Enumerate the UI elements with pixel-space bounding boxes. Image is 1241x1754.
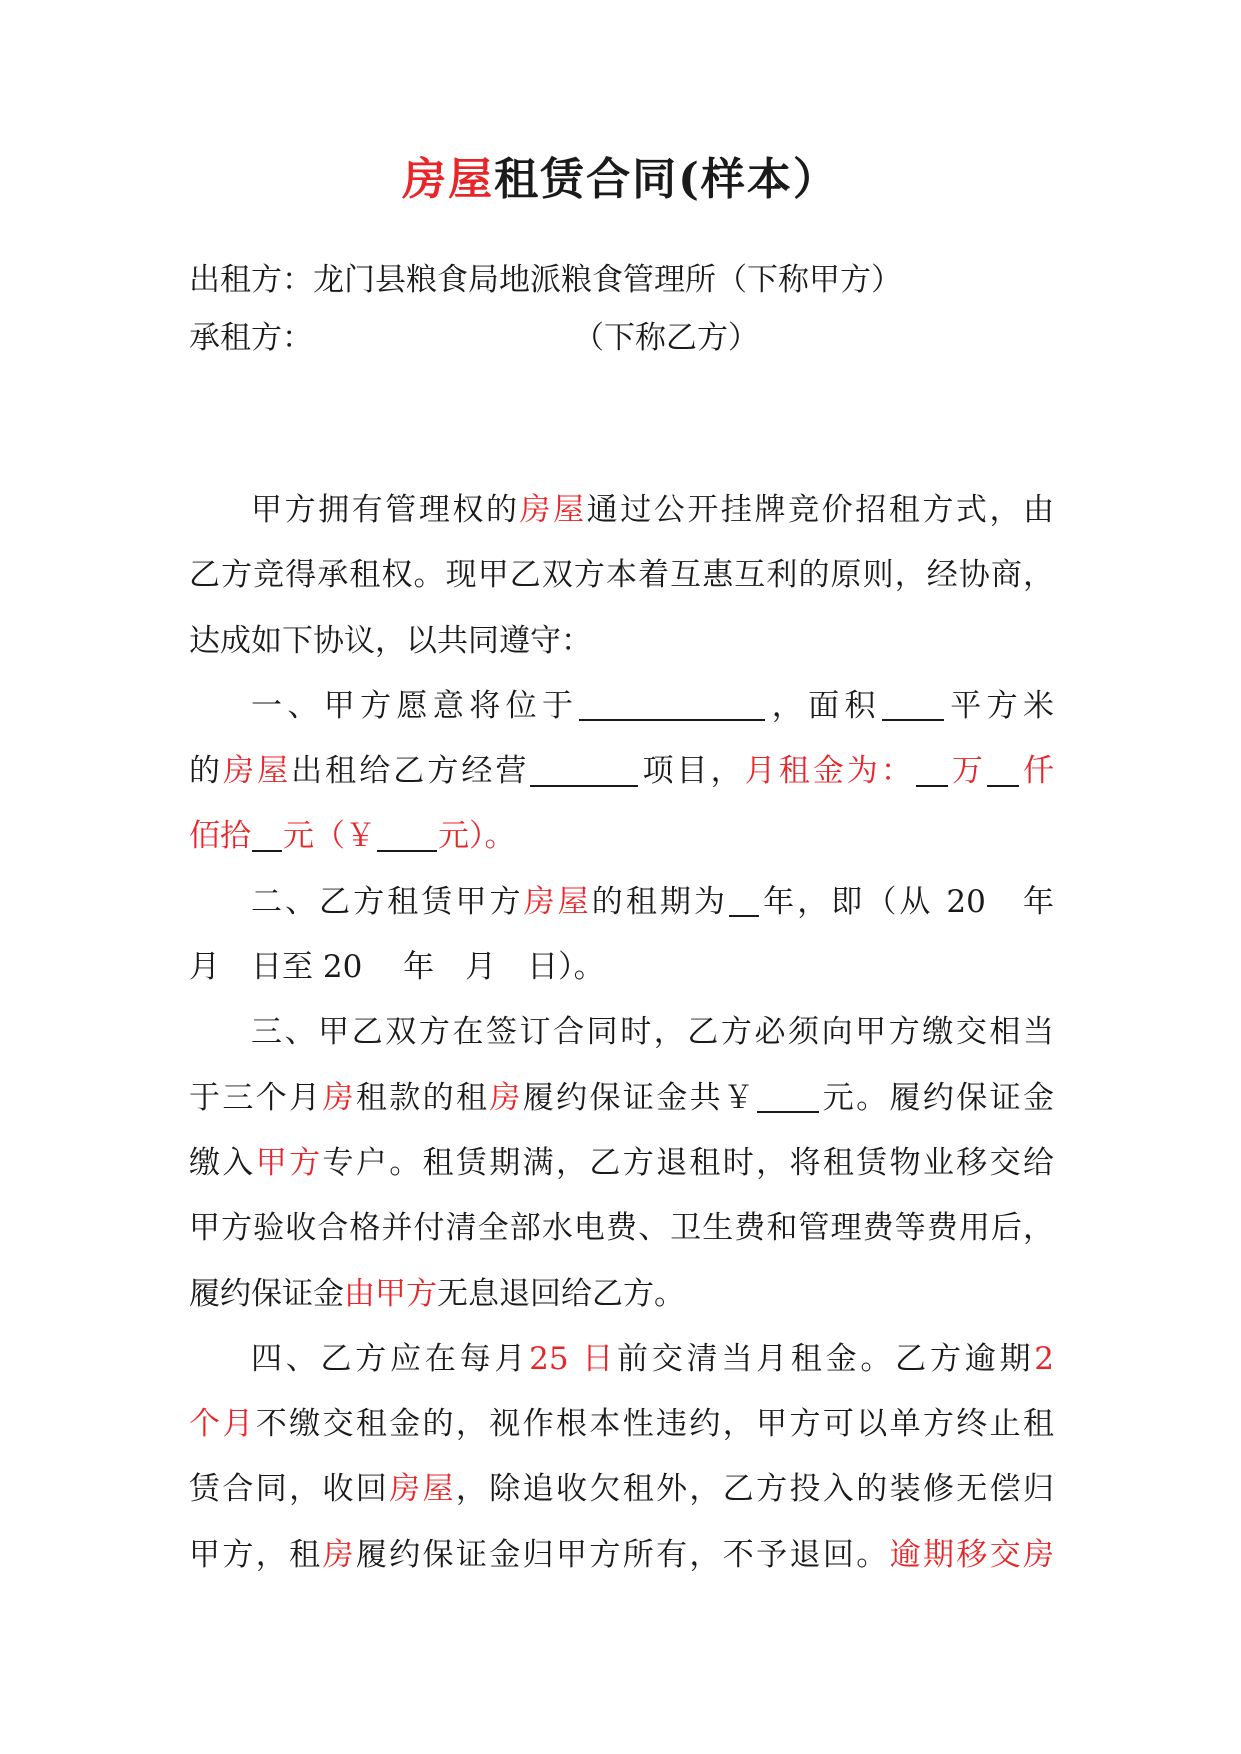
clause4-house-2: 房	[322, 1536, 356, 1573]
clause3-line-4: 甲方验收合格并付清全部水电费、卫生费和管理费等费用后，	[189, 1210, 1054, 1247]
clause1-text-a: 一、甲方愿意将位于	[251, 687, 579, 724]
clause4-text-i: ，除追收欠租外，乙方投入的装修无偿归	[455, 1471, 1055, 1508]
clause3-line-5	[189, 1262, 1054, 1327]
clause3-text-l: 履约保证金	[189, 1275, 344, 1312]
term-years-blank	[729, 883, 759, 918]
due-day: 25 日	[529, 1340, 618, 1377]
clause3-text-f: 履约保证金共￥	[522, 1079, 757, 1116]
clause2-line-1	[189, 870, 1054, 935]
rent-yuan-blank	[252, 818, 282, 853]
lessor-label: 出租方：	[189, 262, 313, 298]
rent-qian-blank	[987, 752, 1019, 787]
overdue-months: 2	[1034, 1340, 1054, 1377]
clause4-line-3	[189, 1457, 1054, 1522]
clause1-text-c: 平方米	[944, 687, 1054, 724]
clause3-text-b: 于三个月	[189, 1079, 323, 1116]
clause4-text-l: 履约保证金归甲方所有，不予退回。	[355, 1536, 890, 1573]
lessee-suffix: （下称乙方）	[573, 320, 759, 356]
clause-3	[189, 1000, 1054, 1326]
clause2-text-a: 二、乙方租赁甲方	[251, 883, 524, 920]
clause2-text-d: 年，即（从 20 年	[760, 883, 1055, 920]
business-blank	[530, 752, 638, 787]
clause3-line-2	[189, 1066, 1054, 1131]
clause4-house-3: 房	[1023, 1536, 1055, 1573]
lessor-line	[189, 256, 902, 304]
clause3-text-d: 租款的租	[355, 1079, 490, 1116]
clause3-party-a: 甲方	[255, 1144, 323, 1181]
monthly-rent-label: 月租金为：	[744, 753, 915, 790]
clause1-text-b: ，面积	[766, 687, 881, 724]
clause1-text-f: 出租给乙方经营	[291, 753, 530, 790]
clause3-text-h: 缴入	[189, 1144, 256, 1181]
rent-baishi-unit: 佰拾	[189, 818, 251, 855]
contract-title	[0, 150, 1241, 210]
clause1-house: 房屋	[223, 753, 292, 790]
clause-1	[189, 674, 1054, 870]
area-blank	[882, 687, 944, 722]
clause2-house: 房屋	[523, 883, 592, 920]
clause4-line-4	[189, 1523, 1054, 1588]
clause4-text-c: 前交清当月租金。乙方逾期	[617, 1340, 1035, 1377]
clause1-line-2	[189, 739, 1054, 804]
clause3-line-3	[189, 1131, 1054, 1196]
rent-yuan-unit: 元（￥	[283, 818, 376, 855]
lessee-line	[189, 314, 759, 362]
rent-wan-blank	[916, 752, 948, 787]
clause1-line-1	[189, 674, 1054, 739]
intro-text-a: 甲方拥有管理权的	[251, 492, 520, 528]
clause3-line-1: 三、甲乙双方在签订合同时，乙方必须向甲方缴交相当	[251, 1014, 1054, 1051]
clause2-text-c: 的租期为	[591, 883, 729, 920]
clause1-line-3	[189, 804, 1054, 869]
rent-wan-unit: 万	[948, 753, 986, 790]
clause4-line-1	[189, 1327, 1054, 1392]
clause3-text-g: 元。履约保证金	[820, 1079, 1054, 1116]
rent-amount-blank	[377, 818, 437, 853]
clause3-by-party-a: 由甲方	[344, 1275, 437, 1312]
rent-close: 元）。	[438, 818, 516, 855]
intro-line-1	[189, 478, 1054, 543]
location-blank	[579, 687, 765, 722]
intro-house: 房屋	[519, 492, 587, 528]
title-red-part: 房屋	[402, 154, 495, 205]
clause1-text-g: 项目，	[639, 753, 745, 790]
title-rest: 租赁合同(样本）	[494, 154, 839, 205]
lessee-label: 承租方：	[189, 320, 313, 356]
clause4-text-g: 赁合同，收回	[189, 1471, 390, 1508]
clause1-text-d: 的	[189, 753, 224, 790]
overdue-handover: 逾期移交	[889, 1536, 1024, 1573]
clause4-line-2	[189, 1392, 1054, 1457]
rent-qian-unit: 仟	[1019, 753, 1055, 790]
clause4-text-a: 四、乙方应在每月	[251, 1340, 530, 1377]
clause3-text-n: 无息退回给乙方。	[437, 1275, 685, 1312]
intro-line-2: 乙方竞得承租权。现甲乙双方本着互惠互利的原则，经协商，	[189, 557, 1054, 594]
clause4-text-f: 不缴交租金的，视作根本性违约，甲方可以单方终止租	[255, 1406, 1055, 1443]
clause3-house-2: 房	[489, 1079, 523, 1116]
clause3-text-j: 专户。租赁期满，乙方退租时，将租赁物业移交给	[322, 1144, 1055, 1181]
intro-text-c: 通过公开挂牌竞价招租方式，由	[586, 492, 1055, 528]
clause-4	[189, 1327, 1054, 1588]
contract-body	[189, 478, 1054, 1588]
clause4-text-j: 甲方，租	[189, 1536, 323, 1573]
overdue-months-unit: 个月	[189, 1406, 256, 1443]
intro-paragraph	[189, 478, 1054, 674]
intro-line-3: 达成如下协议，以共同遵守：	[189, 622, 592, 659]
clause4-house: 房屋	[389, 1471, 456, 1508]
clause2-line-2: 月 日至 20 年 月 日）。	[189, 949, 605, 986]
clause-2	[189, 870, 1054, 1001]
clause3-house-1: 房	[322, 1079, 356, 1116]
lessor-name: 龙门县粮食局地派粮食管理所（下称甲方）	[313, 262, 902, 298]
deposit-blank	[757, 1079, 819, 1114]
